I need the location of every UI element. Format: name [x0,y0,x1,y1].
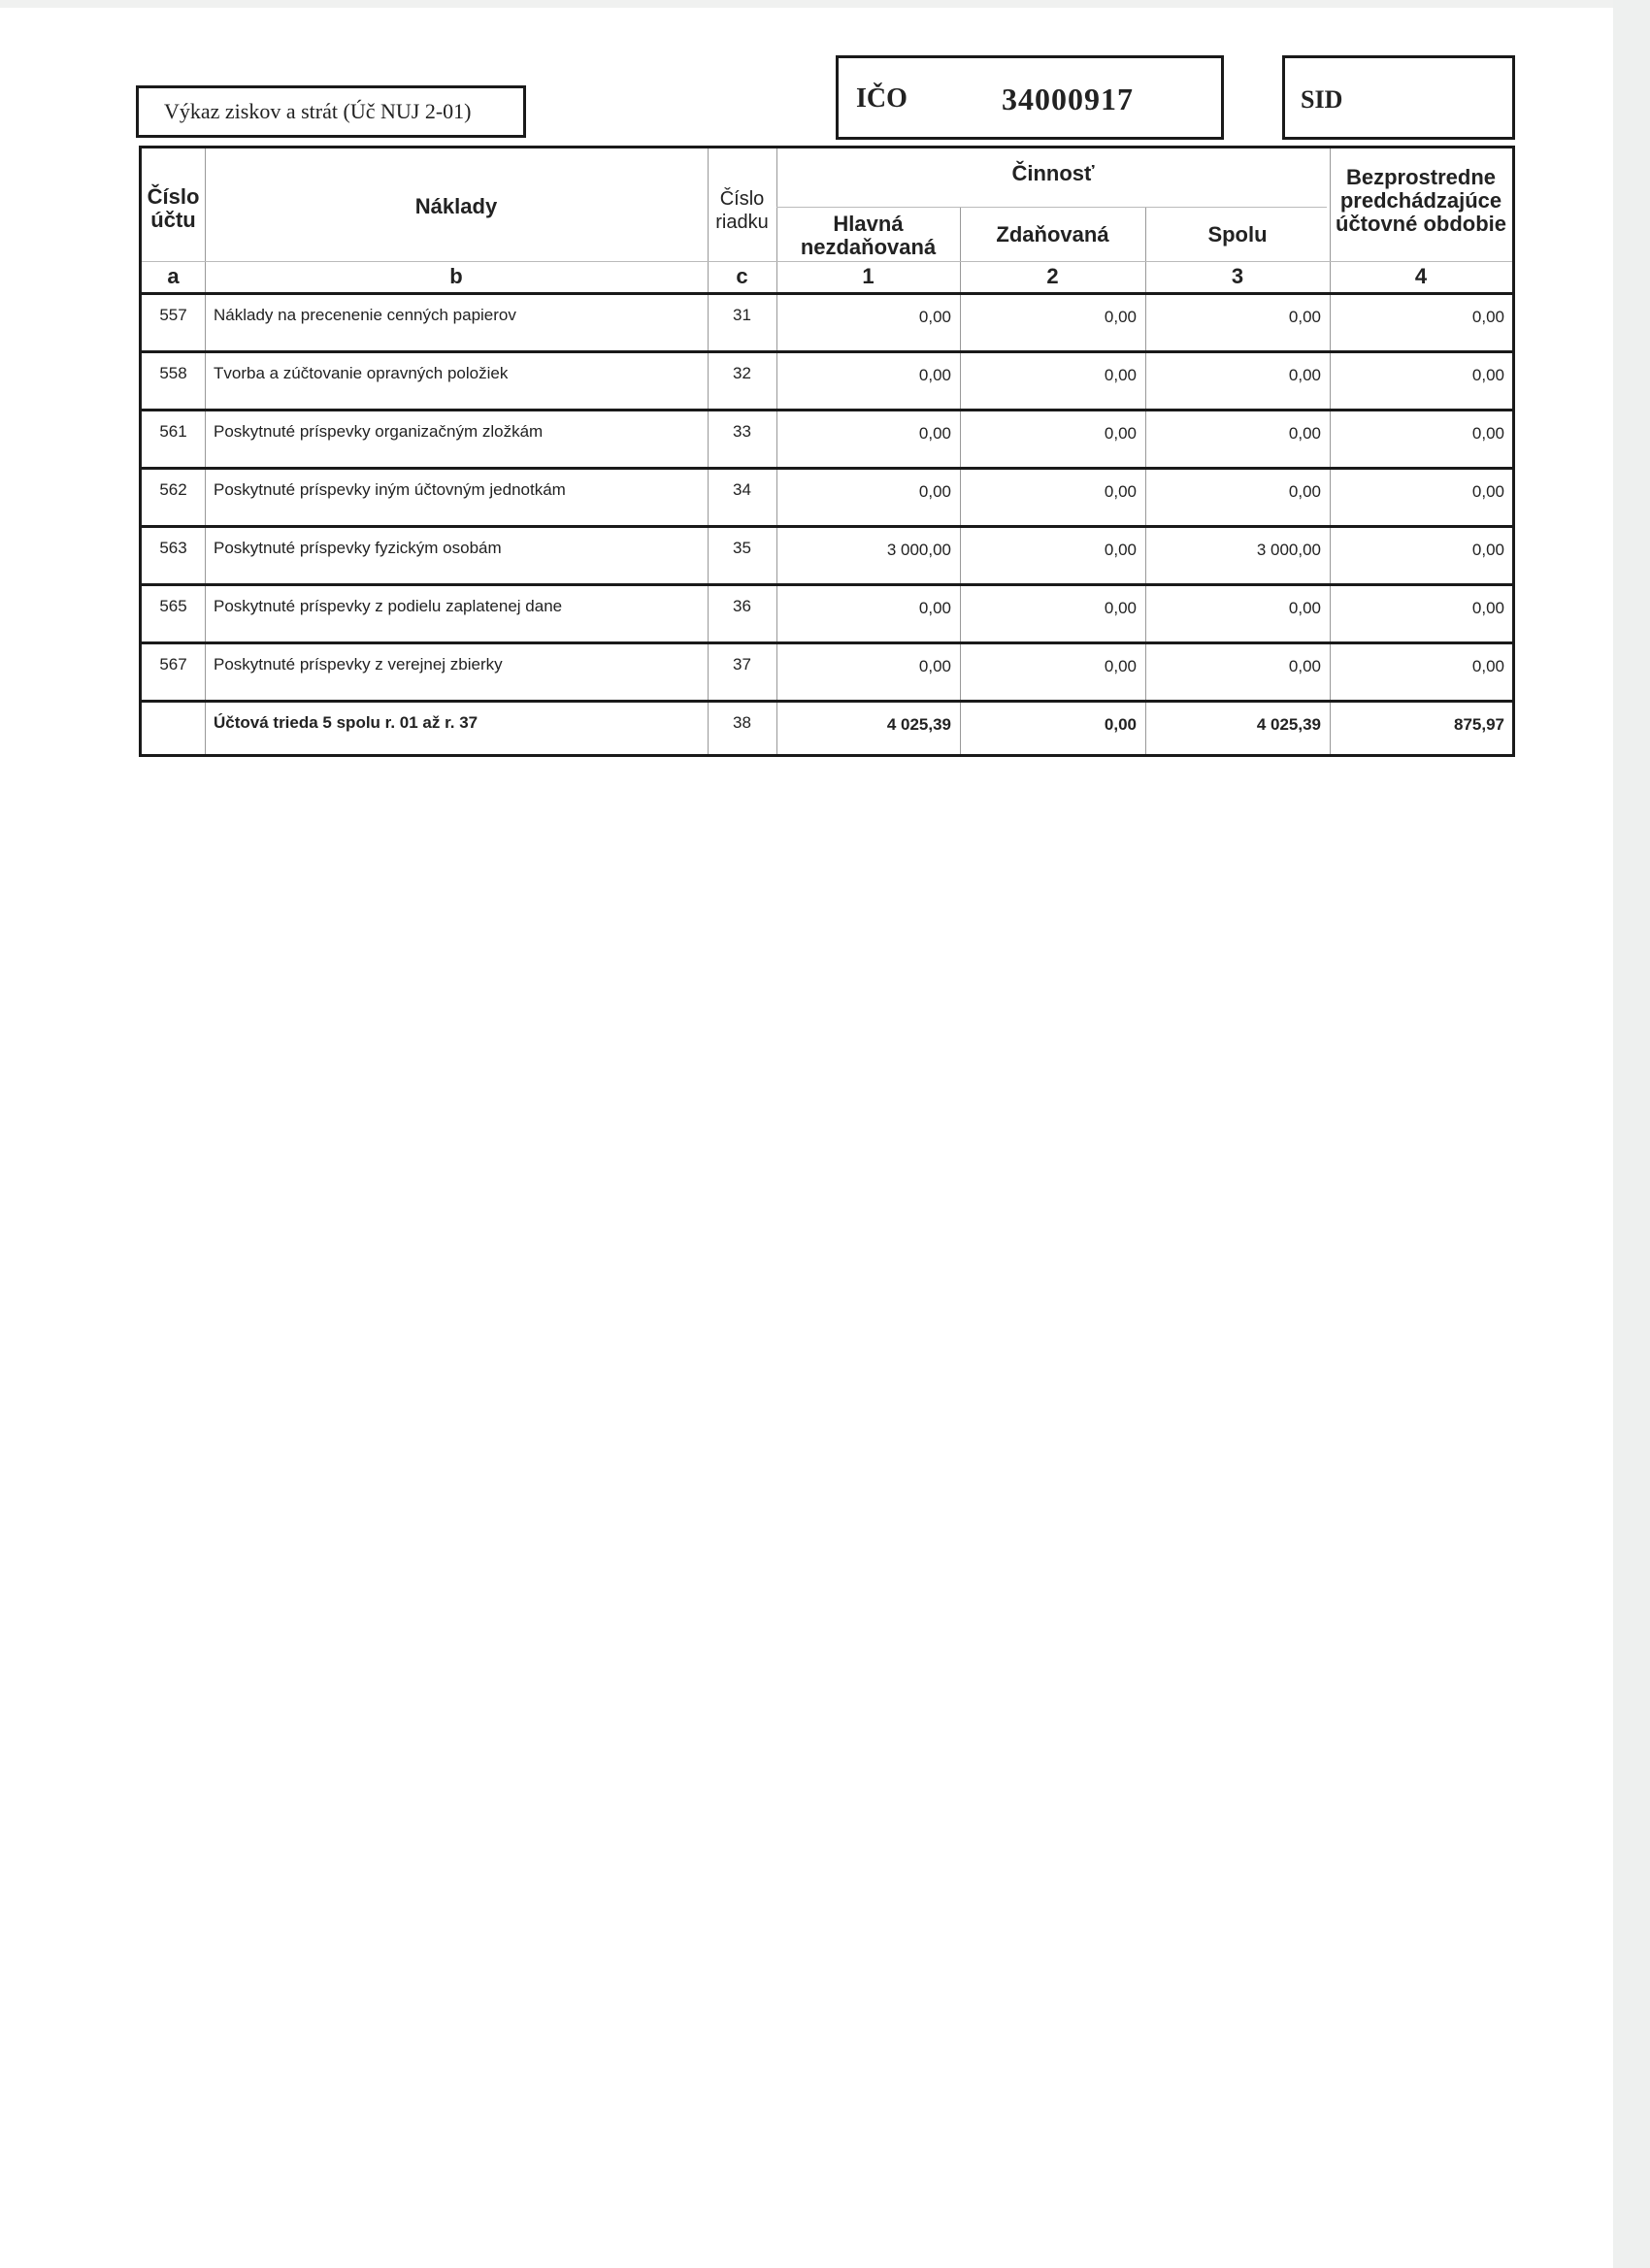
header-cislo-uctu: Číslo účtu [147,184,200,232]
form-title-box [136,85,526,138]
value-predchadzajuce: 0,00 [1471,657,1504,675]
account-number: 565 [159,597,187,615]
total-line-number: 38 [733,713,751,732]
value-hlavna: 0,00 [918,599,951,617]
account-number: 562 [159,480,187,499]
value-zdanovana: 0,00 [1104,482,1137,501]
line-number: 31 [733,306,751,324]
account-number: 558 [159,364,187,382]
value-hlavna: 0,00 [918,482,951,501]
row-divider [142,525,1512,528]
row-divider [142,700,1512,703]
value-predchadzajuce: 0,00 [1471,366,1504,384]
account-number: 561 [159,422,187,441]
value-predchadzajuce: 0,00 [1471,541,1504,559]
value-spolu: 3 000,00 [1256,541,1321,559]
header-cinnost: Činnosť [1011,161,1095,185]
line-number: 32 [733,364,751,382]
line-number: 37 [733,655,751,674]
value-spolu: 0,00 [1288,482,1321,501]
account-number: 567 [159,655,187,674]
value-spolu: 0,00 [1288,599,1321,617]
total-hlavna: 4 025,39 [886,715,951,734]
value-zdanovana: 0,00 [1104,424,1137,443]
value-hlavna: 0,00 [918,657,951,675]
form-title: Výkaz ziskov a strát (Úč NUJ 2-01) [164,99,472,123]
value-hlavna: 0,00 [918,424,951,443]
row-divider [142,641,1512,644]
total-predchadzajuce: 875,97 [1454,715,1504,734]
line-number: 33 [733,422,751,441]
marker-1: 1 [862,264,874,288]
account-name: Poskytnuté príspevky iným účtovným jednotkám [214,480,566,499]
ico-label: IČO [856,83,908,114]
account-name: Tvorba a zúčtovanie opravných položiek [214,364,509,382]
account-name: Náklady na precenenie cenných papierov [214,306,516,324]
value-spolu: 0,00 [1288,657,1321,675]
sid-box [1282,55,1515,140]
line-number: 36 [733,597,751,615]
ico-box [836,55,1224,140]
total-spolu: 4 025,39 [1256,715,1321,734]
row-divider [142,467,1512,470]
marker-2: 2 [1046,264,1059,288]
row-divider [142,350,1512,353]
value-predchadzajuce: 0,00 [1471,308,1504,326]
account-number: 557 [159,306,187,324]
header-naklady: Náklady [414,194,498,218]
value-spolu: 0,00 [1288,366,1321,384]
row-divider [142,409,1512,411]
value-spolu: 0,00 [1288,308,1321,326]
value-zdanovana: 0,00 [1104,366,1137,384]
value-zdanovana: 0,00 [1104,599,1137,617]
marker-4: 4 [1414,264,1428,288]
header-hlavna: Hlavná nezdaňovaná [800,212,937,259]
header-bezprostredne: Bezprostredne predchádzajúce účtovné obdobie [1336,165,1506,236]
value-zdanovana: 0,00 [1104,308,1137,326]
value-predchadzajuce: 0,00 [1471,424,1504,443]
account-name: Poskytnuté príspevky z verejnej zbierky [214,655,503,674]
value-zdanovana: 0,00 [1104,657,1137,675]
header-marker-divider [142,261,1512,262]
marker-c: c [736,264,748,288]
line-number: 35 [733,539,751,557]
scan-right-edge [1613,0,1650,2268]
total-zdanovana: 0,00 [1104,715,1137,734]
ico-value: 34000917 [1002,82,1134,116]
account-name: Poskytnuté príspevky fyzickým osobám [214,539,502,557]
account-name: Poskytnuté príspevky organizačným zložkám [214,422,544,441]
header-zdanovana: Zdaňovaná [996,222,1109,247]
header-spolu: Spolu [1207,222,1268,247]
value-predchadzajuce: 0,00 [1471,482,1504,501]
value-zdanovana: 0,00 [1104,541,1137,559]
header-cislo-riadku: Číslo riadku [715,188,769,233]
row-divider [142,583,1512,586]
header-subdivider [776,207,1327,208]
value-spolu: 0,00 [1288,424,1321,443]
account-name: Poskytnuté príspevky z podielu zaplatenej dane [214,597,563,615]
col-divider [205,148,206,754]
expense-table [139,146,1515,757]
sid-label: SID [1301,85,1343,114]
value-hlavna: 3 000,00 [886,541,951,559]
total-name: Účtová trieda 5 spolu r. 01 až r. 37 [214,713,478,732]
value-hlavna: 0,00 [918,366,951,384]
marker-b: b [449,264,463,288]
value-predchadzajuce: 0,00 [1471,599,1504,617]
row-divider [142,292,1512,295]
marker-a: a [167,264,180,288]
account-number: 563 [159,539,187,557]
line-number: 34 [733,480,751,499]
value-hlavna: 0,00 [918,308,951,326]
marker-3: 3 [1231,264,1244,288]
scan-top-edge [0,0,1650,8]
